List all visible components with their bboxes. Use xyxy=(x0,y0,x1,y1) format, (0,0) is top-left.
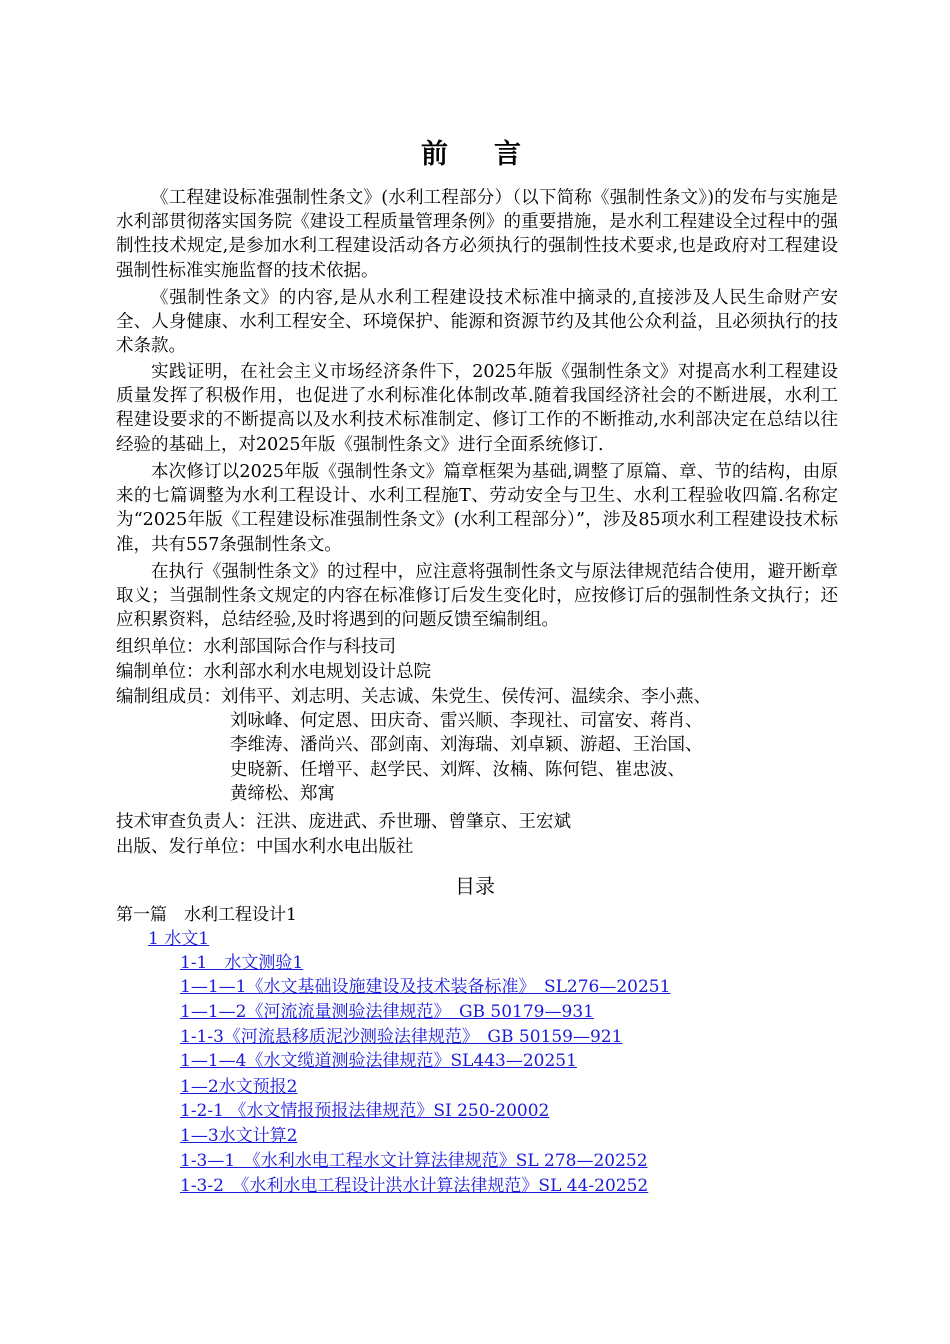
page-title xyxy=(0,132,950,171)
members-block xyxy=(116,685,711,806)
toc-title: 目录 xyxy=(455,874,495,898)
members-line: 史晓新、任增平、赵学民、刘辉、汝楠、陈何铠、崔忠波、 xyxy=(230,759,685,780)
toc-link-item-1-3-2[interactable]: 1-3-2 《水利水电工程设计洪水计算法律规范》SL 44-20252 xyxy=(180,1176,649,1196)
reviewer-line: 技术审查负责人：汪洪、庞进武、乔世珊、曾肇京、王宏斌 xyxy=(116,812,571,832)
members-line: 李维涛、潘尚兴、邵剑南、刘海瑞、刘卓颖、游超、王治国、 xyxy=(230,735,703,756)
paragraph-5: 在执行《强制性条文》的过程中，应注意将强制性条文与原法律规范结合使用，避开断章取义；当强制性条文规定的内容在标准修订后发生变化时，应按修订后的强制性条文执行；还应积累资料，总结经验,及时将遇到的问题反馈至编制组。 xyxy=(116,562,838,631)
toc-link-item-1-3-1[interactable]: 1-3—1 《水利水电工程水文计算法律规范》SL 278—20252 xyxy=(180,1151,648,1171)
members-line: 黄缔松、郑寓 xyxy=(230,783,335,804)
paragraph-4: 本次修订以2025年版《强制性条文》篇章框架为基础,调整了原篇、章、节的结构，由原来的七篇调整为水利工程设计、水利工程施T、劳动安全与卫生、水利工程验收四篇.名称定为“2025年版《工程建设标准强制性条文》(水利工程部分）”，涉及85项水利工程建设技术标准，共有557条强制性条文。 xyxy=(116,462,838,555)
toc-part-heading: 第一篇 水利工程设计1 xyxy=(116,905,297,925)
toc-link-item-1-2-1[interactable]: 1-2-1 《水文情报预报法律规范》SI 250-20002 xyxy=(180,1101,550,1121)
toc-link-section-1-3[interactable]: 1—3水文计算2 xyxy=(180,1126,298,1146)
paragraph-3: 实践证明，在社会主义市场经济条件下，2025年版《强制性条文》对提高水利工程建设质量发挥了积极作用，也促进了水利标准化体制改革.随着我国经济社会的不断进展，水利工程建设要求的不断提高以及水利技术标准制定、修订工作的不断推动,水利部决定在总结以往经验的基础上，对2025年版《强制性条文》进行全面系统修订. xyxy=(116,362,838,455)
editor-line: 编制单位：水利部水利水电规划设计总院 xyxy=(116,662,431,682)
toc-link-item-1-1-3[interactable]: 1-1-3《河流悬移质泥沙测验法律规范》 GB 50159—921 xyxy=(180,1027,623,1047)
publisher-line: 出版、发行单位：中国水利水电出版社 xyxy=(116,837,414,857)
title-char-2: 言 xyxy=(494,139,529,170)
toc-link-section-1-2[interactable]: 1—2水文预报2 xyxy=(180,1077,298,1097)
toc-link-item-1-1-2[interactable]: 1—1—2《河流流量测验法律规范》 GB 50179—931 xyxy=(180,1002,594,1022)
members-line: 刘咏峰、何定恩、田庆奇、雷兴顺、李现社、司富安、蒋肖、 xyxy=(230,711,703,732)
paragraph-2: 《强制性条文》的内容,是从水利工程建设技术标准中摘录的,直接涉及人民生命财产安全、人身健康、水利工程安全、环境保护、能源和资源节约及其他公众利益，且必须执行的技术条款。 xyxy=(116,288,838,357)
toc-link-item-1-1-4[interactable]: 1—1—4《水文缆道测验法律规范》SL443—20251 xyxy=(180,1051,577,1071)
organizer-line: 组织单位：水利部国际合作与科技司 xyxy=(116,637,396,657)
toc-link-chapter-1[interactable]: 1 水文1 xyxy=(148,929,210,949)
toc-link-section-1-1[interactable]: 1-1 水文测验1 xyxy=(180,953,304,973)
toc-link-item-1-1-1[interactable]: 1—1—1《水文基础设施建设及技术装备标准》 SL276—20251 xyxy=(180,977,671,997)
paragraph-1: 《工程建设标准强制性条文》(水利工程部分）（以下简称《强制性条文》)的发布与实施是水利部贯彻落实国务院《建设工程质量管理条例》的重要措施，是水利工程建设全过程中的强制性技术规定,是参加水利工程建设活动各方必须执行的强制性技术要求,也是政府对工程建设强制性标准实施监督的技术依据。 xyxy=(116,188,838,281)
title-char-1: 前 xyxy=(421,139,456,170)
members-line: 编制组成员：刘伟平、刘志明、关志诚、朱党生、侯传河、温续余、李小燕、 xyxy=(116,687,711,707)
